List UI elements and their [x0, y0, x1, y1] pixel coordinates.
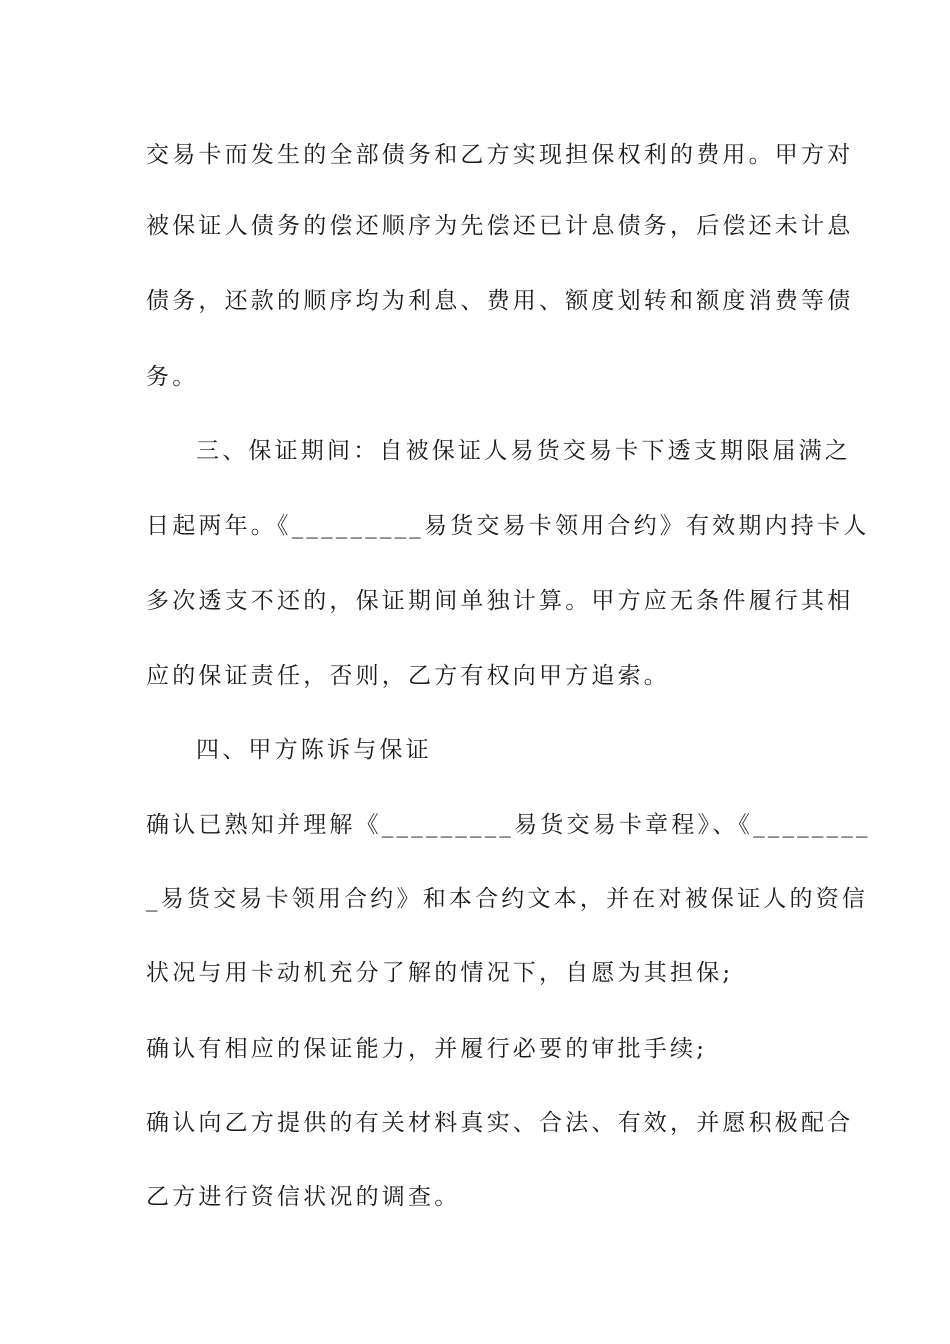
paragraph-line: 确认有相应的保证能力，并履行必要的审批手续;	[146, 1036, 708, 1062]
paragraph-line: 乙方进行资信状况的调查。	[146, 1184, 461, 1210]
paragraph-line: 状况与用卡动机充分了解的情况下，自愿为其担保;	[146, 960, 734, 986]
section-heading-guarantee-period: 三、保证期间：自被保证人易货交易卡下透支期限届满之	[196, 438, 851, 464]
paragraph-line: 被保证人债务的偿还顺序为先偿还已计息债务，后偿还未计息	[146, 213, 854, 239]
paragraph-line: 日起两年。《_________易货交易卡领用合约》有效期内持卡人	[146, 513, 870, 539]
paragraph-line: 债务，还款的顺序均为利息、费用、额度划转和额度消费等债	[146, 288, 854, 314]
paragraph-line: 务。	[146, 364, 199, 390]
section-heading-representations: 四、甲方陈诉与保证	[196, 737, 432, 763]
paragraph-line: _易货交易卡领用合约》和本合约文本，并在对被保证人的资信	[146, 886, 869, 912]
paragraph-line: 确认向乙方提供的有关材料真实、合法、有效，并愿积极配合	[146, 1110, 854, 1136]
paragraph-line: 确认已熟知并理解《_________易货交易卡章程》、《________	[146, 812, 871, 838]
paragraph-line: 多次透支不还的，保证期间单独计算。甲方应无条件履行其相	[146, 588, 854, 614]
paragraph-line: 交易卡而发生的全部债务和乙方实现担保权利的费用。甲方对	[146, 142, 854, 168]
paragraph-line: 应的保证责任，否则，乙方有权向甲方追索。	[146, 663, 670, 689]
